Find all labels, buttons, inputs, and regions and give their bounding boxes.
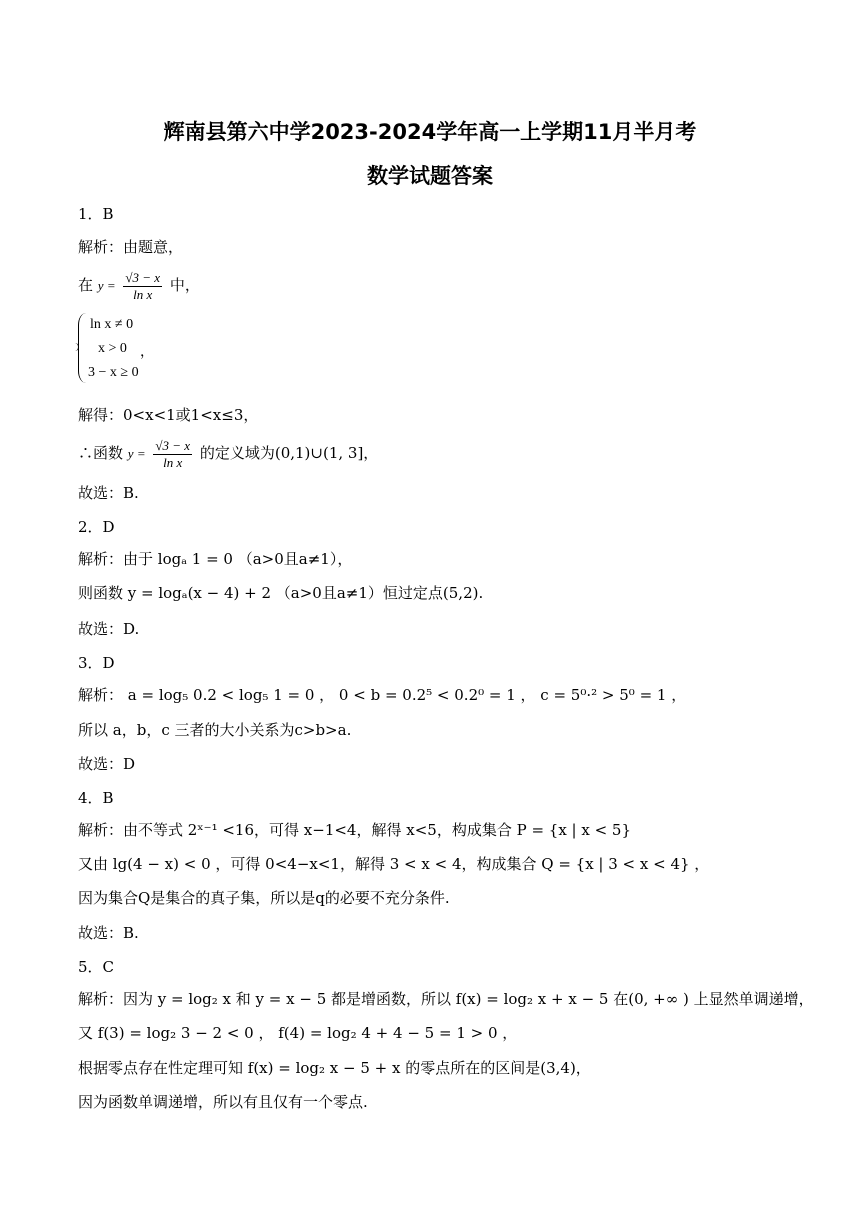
q4-line2: 又由 lg(4 − x) < 0 ，可得 0<4−x<1，解得 3 < x < 4，构成集合 Q = {x | 3 < x < 4} ，: [78, 855, 710, 873]
q3-answer: 3．D: [78, 654, 115, 672]
q1-y-eq: y =: [97, 278, 116, 293]
q3-line1: 解析： a = log₅ 0.2 < log₅ 1 = 0 ， 0 < b = 0.2⁵ < 0.2⁰ = 1 ， c = 5⁰·² > 5⁰ = 1 ，: [78, 686, 687, 704]
q1-domain-post: 的定义域为(0,1)∪(1, 3]，: [199, 444, 379, 462]
q1-system-comma: ，: [140, 345, 154, 360]
q1-function-line: [78, 265, 200, 305]
document-subtitle: 数学试题答案: [367, 164, 493, 188]
q1-solve: 解得：0<x<1或1<x≤3，: [78, 406, 259, 424]
q5-answer: 5．C: [78, 958, 115, 976]
q2-answer: 2．D: [78, 518, 115, 536]
q1-domain-y-eq: y =: [127, 446, 146, 461]
q1-fraction-numerator: √3 − x: [125, 269, 161, 285]
q1-in-post: 中，: [169, 276, 200, 294]
q1-domain-fraction: [153, 438, 192, 471]
left-brace-icon: [78, 313, 87, 383]
q3-choose: 故选：D: [78, 755, 136, 773]
document-title: 辉南县第六中学2023-2024学年高一上学期11月半月考: [163, 120, 697, 144]
q2-line2: 则函数 y = logₐ(x − 4) + 2 （a>0且a≠1）恒过定点(5,2).: [78, 584, 484, 602]
q1-answer: 1．B: [78, 205, 114, 223]
q1-domain-fraction-numerator: √3 − x: [155, 437, 191, 453]
q4-choose: 故选：B.: [78, 924, 139, 942]
q4-line3: 因为集合Q是集合的真子集，所以是q的必要不充分条件.: [78, 889, 450, 907]
q5-line1: 解析：因为 y = log₂ x 和 y = x − 5 都是增函数，所以 f(x) = log₂ x + x − 5 在(0, +∞ ) 上显然单调递增，: [78, 990, 814, 1008]
q5-line2: 又 f(3) = log₂ 3 − 2 < 0 ， f(4) = log₂ 4 + 4 − 5 = 1 > 0 ，: [78, 1024, 518, 1042]
q3-line2: 所以 a，b，c 三者的大小关系为c>b>a.: [78, 721, 352, 739]
q1-system-row-1: ln x ≠ 0: [90, 317, 134, 332]
q1-fraction: [123, 270, 162, 303]
q1-choose: 故选：B.: [78, 484, 139, 502]
q1-domain-line: [78, 433, 378, 473]
q1-domain-pre: ∴函数: [78, 444, 124, 462]
q4-line1: 解析：由不等式 2ˣ⁻¹ <16，可得 x−1<4，解得 x<5，构成集合 P = {x | x < 5}: [78, 821, 632, 839]
q5-line3: 根据零点存在性定理可知 f(x) = log₂ x − 5 + x 的零点所在的区间是(3,4)，: [78, 1059, 591, 1077]
q2-line1: 解析：由于 logₐ 1 = 0 （a>0且a≠1），: [78, 550, 353, 568]
q1-system-row-3: 3 − x ≥ 0: [88, 365, 139, 380]
q1-fraction-denominator: ln x: [133, 286, 153, 302]
q1-domain-fraction-denominator: ln x: [163, 454, 183, 470]
q2-choose: 故选：D.: [78, 620, 140, 638]
q1-in-pre: 在: [78, 276, 94, 294]
q5-line4: 因为函数单调递增，所以有且仅有一个零点.: [78, 1093, 368, 1111]
q1-analysis-intro: 解析：由题意，: [78, 238, 184, 256]
q1-system-row-2: x > 0: [98, 341, 127, 356]
q4-answer: 4．B: [78, 789, 114, 807]
